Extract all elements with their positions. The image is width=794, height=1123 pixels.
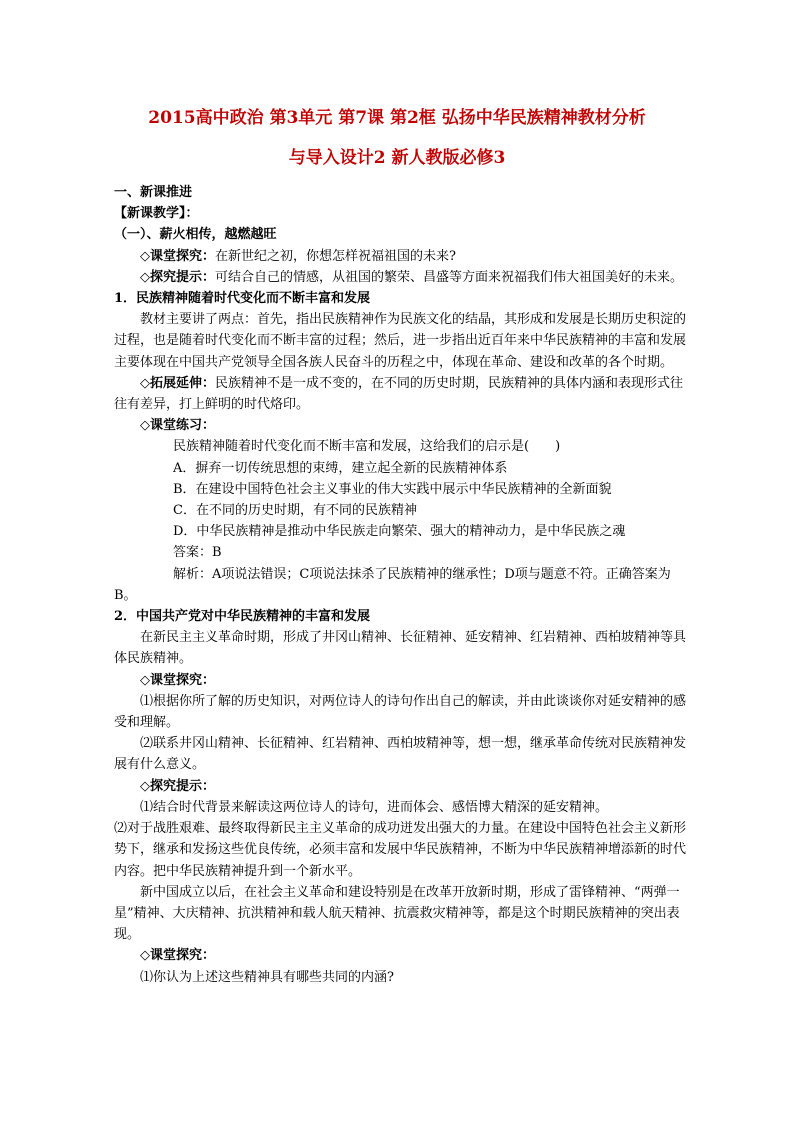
document-title-line-1: 2015高中政治 第3单元 第7课 第2框 弘扬中华民族精神教材分析 [148,108,646,128]
hint-label: ◇探究提示： [140,778,215,794]
document-body [114,182,686,988]
answer-1: ⑴结合时代背景来解读这两位诗人的诗句，进而体会、感悟博大精深的延安精神。 [140,799,609,815]
hint-label: ◇探究提示： [140,269,215,285]
section-heading: 一、新课推进 [114,185,193,200]
section-subheading: 【新课教学】： [114,206,199,222]
question-2: ⑵联系井冈山精神、长征精神、红岩精神、西柏坡精神等，想一想，继承革命传统对民族精神发展有什么意义。 [114,736,687,773]
explore-label: ◇课堂探究： [140,672,215,688]
paragraph: 新中国成立以后，在社会主义革命和建设特别是在改革开放新时期，形成了雷锋精神、“两弹一星”精神、大庆精神、抗洪精神和载人航天精神、抗震救灾精神等，都是这个时期民族精神的突出表现。 [114,884,680,943]
practice-label: ◇课堂练习： [140,418,215,434]
analysis: 解析：A项说法错误；C项说法抹杀了民族精神的继承性；D项与题意不符。正确答案为B。 [114,566,671,603]
extend-label: ◇拓展延伸： [140,375,215,391]
part-heading: （一）、薪火相传，越燃越旺 [114,227,277,243]
answer: 答案：B [173,545,222,561]
option-d: D．中华民族精神是推动中华民族走向繁荣、强大的精神动力，是中华民族之魂 [173,524,626,540]
option-c: C．在不同的历史时期，有不同的民族精神 [173,503,417,519]
practice-question: 民族精神随着时代变化而不断丰富和发展，这给我们的启示是( ) [173,439,561,455]
hint-text: 可结合自己的情感，从祖国的繁荣、昌盛等方面来祝福我们伟大祖国美好的未来。 [215,269,684,285]
paragraph: 教材主要讲了两点：首先，指出民族精神作为民族文化的结晶，其形成和发展是长期历史积淀的过程，也是随着时代变化而不断丰富的过程；然后，进一步指出近百年来中华民族精神的丰富和发展主要体现在中国共产党领导全国各族人民奋斗的历程之中，体现在革命、建设和改革的各个时期。 [114,312,687,370]
explore-text: 在新世纪之初，你想怎样祝福祖国的未来? [215,248,456,264]
question-1: ⑴根据你所了解的历史知识，对两位诗人的诗句作出自己的解读，并由此谈谈你对延安精神的感受和理解。 [114,693,687,731]
option-a: A．摒弃一切传统思想的束缚，建立起全新的民族精神体系 [173,460,508,476]
point-heading: 2．中国共产党对中华民族精神的丰富和发展 [114,609,371,625]
paragraph: 在新民主主义革命时期，形成了井冈山精神、长征精神、延安精神、红岩精神、西柏坡精神等具体民族精神。 [114,630,687,667]
explore-paragraph [114,246,686,267]
document-title-line-2: 与导入设计2 新人教版必修3 [288,148,506,168]
hint-paragraph [114,267,686,288]
explore-label: ◇课堂探究： [140,948,215,964]
answer-2: ⑵对于战胜艰难、最终取得新民主主义革命的成功迸发出强大的力量。在建设中国特色社会主义新形势下，继承和发扬这些优良传统，必须丰富和发展中华民族精神，不断为中华民族精神增添新的时代内容。把中华民族精神提升到一个新水平。 [114,821,687,879]
extend-text: 民族精神不是一成不变的，在不同的历史时期，民族精神的具体内涵和表现形式往往有差异，打上鲜明的时代烙印。 [114,375,684,413]
explore-label: ◇课堂探究： [140,248,215,264]
extend-paragraph [114,373,686,415]
option-b: B．在建设中国特色社会主义事业的伟大实践中展示中华民族精神的全新面貌 [173,481,612,497]
point-heading: 1．民族精神随着时代变化而不断丰富和发展 [114,291,371,307]
question-3: ⑴你认为上述这些精神具有哪些共同的内涵? [140,969,394,985]
